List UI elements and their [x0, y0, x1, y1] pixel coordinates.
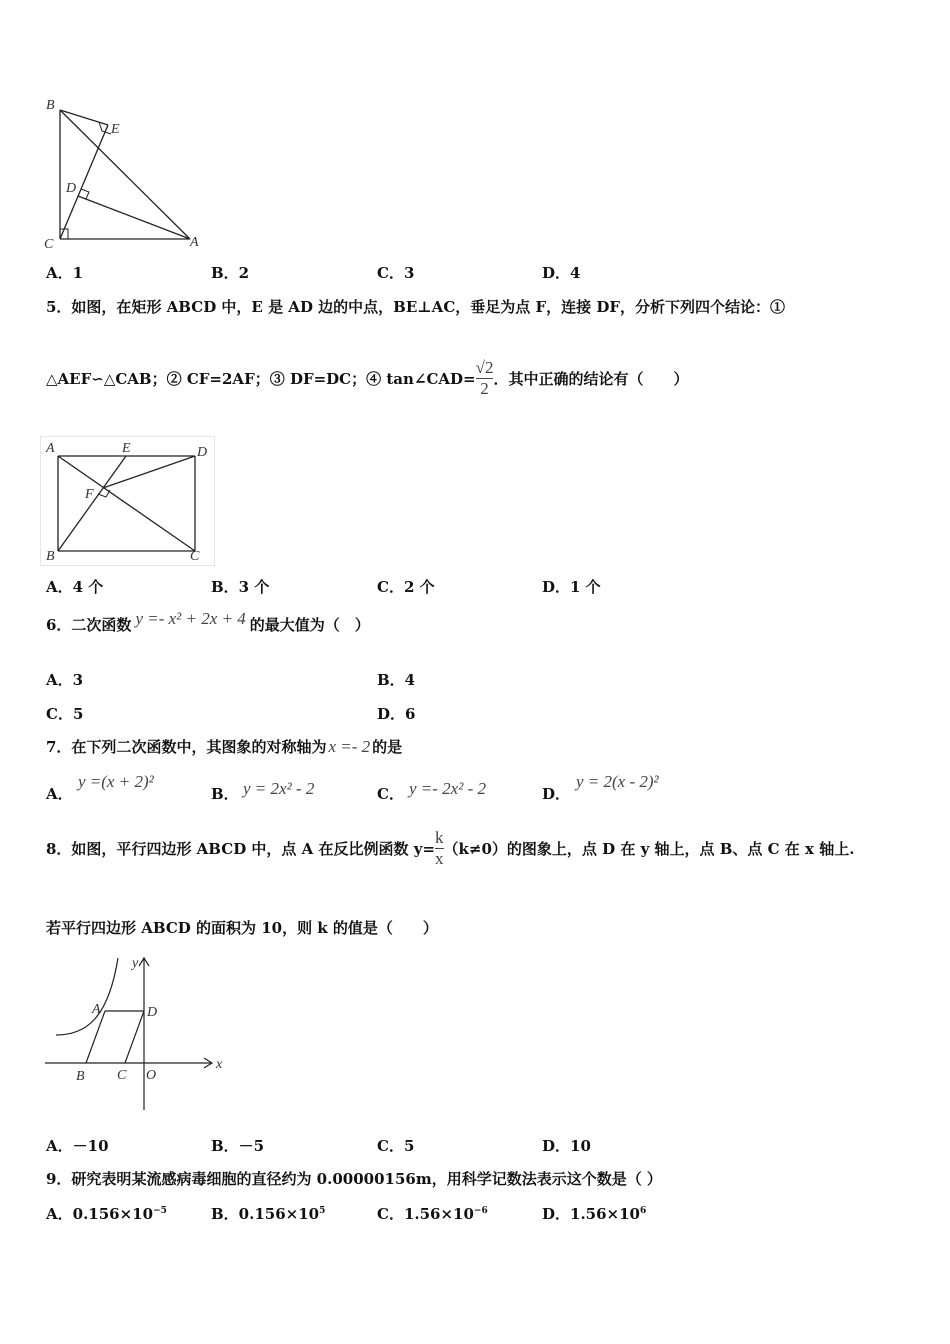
q5-label-d: D	[197, 445, 208, 460]
q5-label-e: E	[122, 441, 131, 456]
q8-option-a[interactable]: A．－10	[46, 1137, 109, 1155]
q9-option-b-label: B．0.156×10	[211, 1205, 320, 1223]
q6-stem-suffix: 的最大值为（ ）	[249, 616, 370, 634]
q8-frac-num: k	[435, 828, 444, 847]
q4-option-d[interactable]: D．4	[542, 264, 581, 282]
q6-stem-prefix: 6．二次函数	[46, 616, 132, 634]
q8-label-a: A	[92, 1002, 101, 1017]
q6-option-c[interactable]: C．5	[46, 705, 84, 723]
q8-option-c[interactable]: C．5	[377, 1137, 415, 1155]
q7-option-b-letter[interactable]: B．	[211, 785, 239, 803]
q4-option-b[interactable]: B．2	[211, 264, 250, 282]
q8-label-d: D	[147, 1005, 158, 1020]
q8-fraction	[435, 828, 444, 869]
q5-fraction	[476, 358, 494, 399]
q7-option-d-formula[interactable]: y = 2(x - 2)²	[576, 772, 659, 791]
q8-stem-line2: 若平行四边形 ABCD 的面积为 10，则 k 的值是（ ）	[46, 919, 438, 937]
q6-option-a[interactable]: A．3	[46, 671, 84, 689]
q9-option-c[interactable]	[377, 1203, 488, 1224]
q8-stem-line1	[46, 828, 854, 869]
q6-option-b[interactable]: B．4	[377, 671, 416, 689]
q7-option-c-letter[interactable]: C．	[377, 785, 404, 803]
q8-label-c: C	[117, 1068, 127, 1083]
q8-frac-den: x	[435, 849, 444, 868]
q8-label-b: B	[76, 1069, 85, 1084]
q5-option-d[interactable]: D．1 个	[542, 578, 601, 596]
q4-label-d: D	[66, 181, 77, 196]
q5-frac-num: √2	[475, 358, 494, 377]
q5-label-b: B	[46, 549, 55, 564]
q7-option-d-letter[interactable]: D．	[542, 785, 571, 803]
q5-label-a: A	[46, 441, 55, 456]
q5-label-f: F	[85, 487, 94, 502]
q8-label-y: y	[132, 956, 139, 971]
q5-option-b[interactable]: B．3 个	[211, 578, 270, 596]
q7-stem-suffix: 的是	[372, 738, 403, 756]
q6-formula: y =- x² + 2x + 4	[135, 608, 246, 628]
q9-option-d-label: D．1.56×10	[542, 1205, 640, 1223]
q8-stem-prefix: 8．如图，平行四边形 ABCD 中，点 A 在反比例函数 y=	[46, 840, 436, 858]
q5-option-a[interactable]: A．4 个	[46, 578, 104, 596]
q8-stem-suffix: （k≠0）的图象上，点 D 在 y 轴上，点 B、点 C 在 x 轴上.	[443, 840, 855, 858]
q5-figure	[40, 436, 215, 566]
q4-label-a: A	[190, 235, 199, 250]
q5-stem-line2-prefix: △AEF∽△CAB；② CF=2AF；③ DF=DC；④ tan∠CAD=	[46, 370, 476, 388]
q7-stem-prefix: 7．在下列二次函数中，其图象的对称轴为	[46, 738, 327, 756]
q9-option-c-exp: −6	[473, 1206, 488, 1216]
q7-option-b-formula[interactable]: y = 2x² - 2	[243, 779, 315, 798]
q4-option-c[interactable]: C．3	[377, 264, 415, 282]
q5-frac-den: 2	[480, 379, 489, 398]
q4-label-c: C	[44, 237, 54, 252]
q5-stem-line1: 5．如图，在矩形 ABCD 中，E 是 AD 边的中点，BE⊥AC，垂足为点 F，连接 DF，分析下列四个结论：①	[46, 298, 786, 316]
q5-option-c[interactable]: C．2 个	[377, 578, 435, 596]
q4-label-b: B	[46, 98, 55, 113]
q9-option-b[interactable]	[211, 1203, 325, 1224]
q7-option-a-letter[interactable]: A．	[46, 785, 73, 803]
q7-option-c-formula[interactable]: y =- 2x² - 2	[409, 779, 486, 798]
q9-option-d-exp: 6	[639, 1206, 647, 1216]
q7-stem-formula: x =- 2	[328, 736, 371, 756]
q5-label-c: C	[190, 549, 200, 564]
q6-option-d[interactable]: D．6	[377, 705, 416, 723]
q7-option-a-formula[interactable]: y =(x + 2)²	[78, 772, 154, 791]
q9-option-c-label: C．1.56×10	[377, 1205, 474, 1223]
q9-option-d[interactable]	[542, 1203, 646, 1224]
q5-stem-line2	[46, 358, 688, 399]
q6-stem	[46, 608, 370, 635]
q8-label-x: x	[216, 1057, 223, 1072]
q9-stem: 9．研究表明某流感病毒细胞的直径约为 0.00000156m，用科学记数法表示这个数是（ ）	[46, 1170, 662, 1188]
q8-option-d[interactable]: D．10	[542, 1137, 591, 1155]
q4-option-a[interactable]: A．1	[46, 264, 84, 282]
q5-stem-line2-suffix: ．其中正确的结论有（ ）	[493, 370, 689, 388]
q8-figure	[40, 950, 240, 1115]
q8-option-b[interactable]: B．－5	[211, 1137, 265, 1155]
q4-label-e: E	[111, 122, 120, 137]
q8-label-o: O	[146, 1068, 157, 1083]
q9-option-b-exp: 5	[319, 1206, 326, 1216]
q7-stem	[46, 736, 402, 757]
q9-option-a[interactable]	[46, 1203, 167, 1224]
q4-figure	[40, 95, 210, 255]
q9-option-a-exp: −5	[153, 1206, 167, 1216]
q9-option-a-label: A．0.156×10	[46, 1205, 154, 1223]
